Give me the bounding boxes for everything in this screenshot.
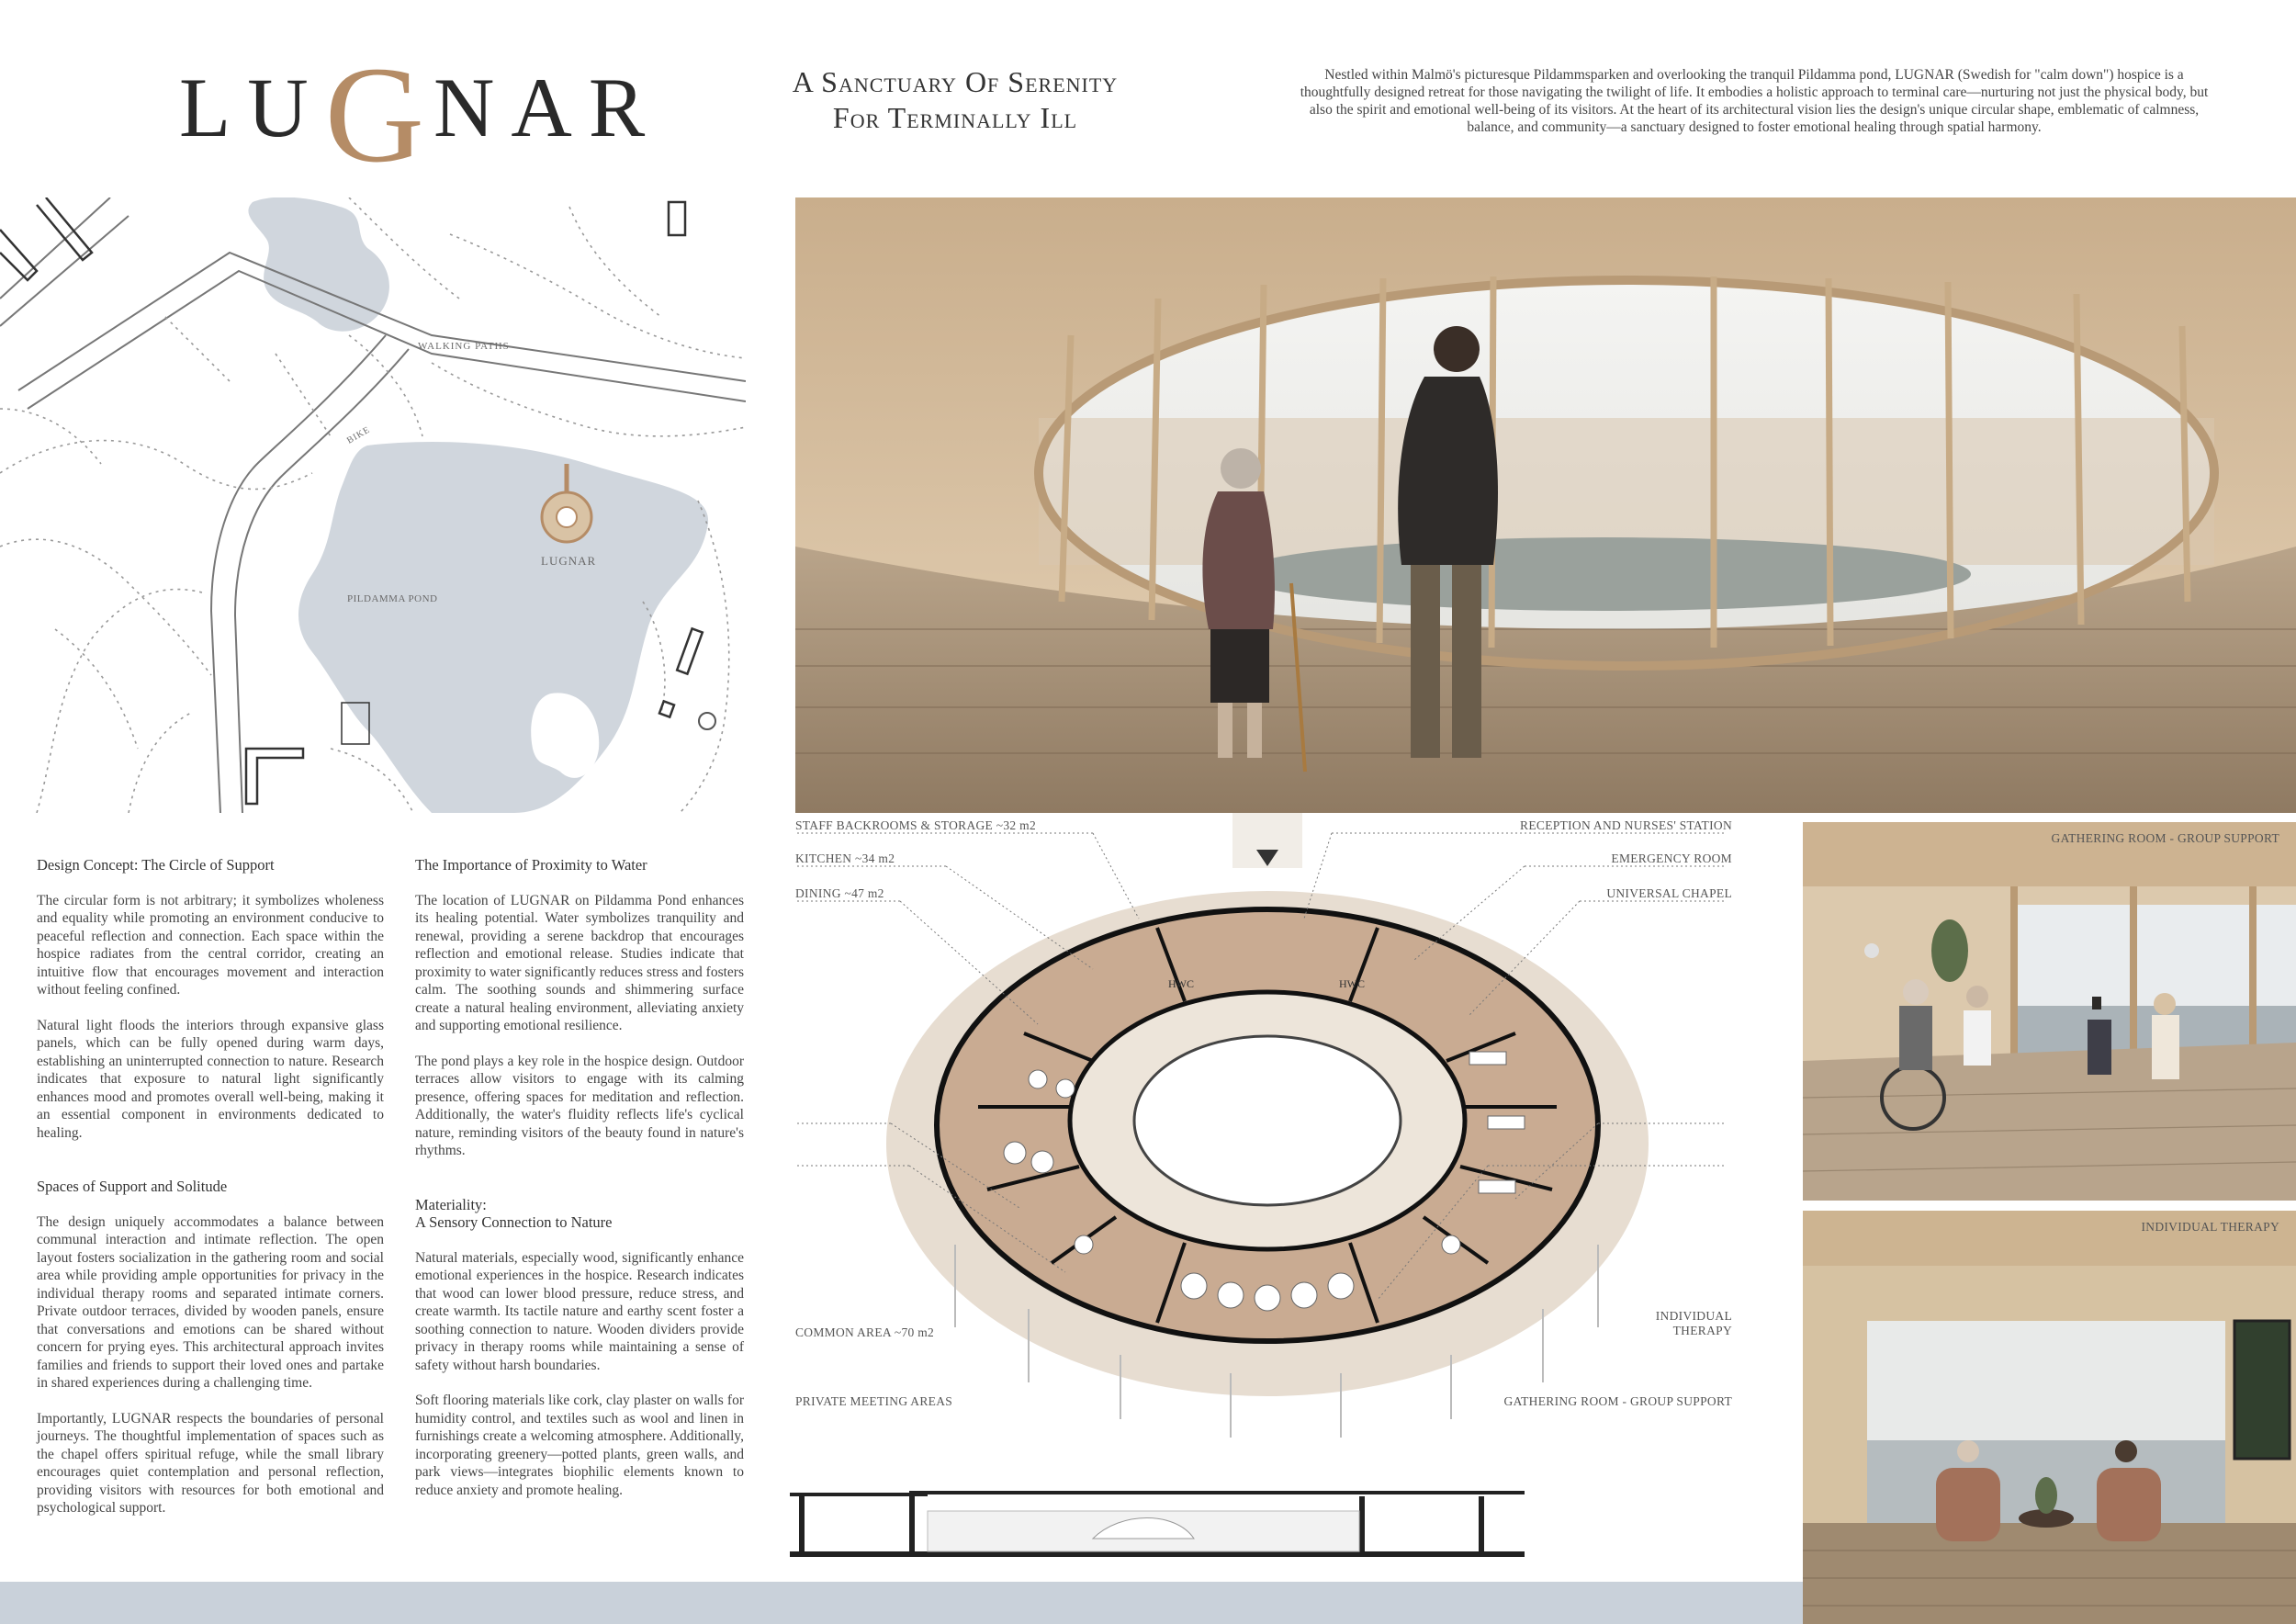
plan-label-reception: RECEPTION AND NURSES' STATION <box>1520 818 1732 832</box>
gathering-room-render <box>1803 822 2296 1201</box>
small-pond <box>248 197 388 332</box>
hero-render <box>795 197 2296 813</box>
materiality-title <box>415 1196 744 1232</box>
materiality-p2: Soft flooring materials like cork, clay plaster on walls for humidity control, and textiles such as wool and linen in furnishings create a welcoming atmosphere. Additionally, incorporating greenery—potted plants, green walls, and park views—integrates biophilic elements known to reduce anxiety and promote healing. <box>415 1393 744 1498</box>
logo-text-accent: G <box>324 39 433 191</box>
armchair-right <box>2097 1468 2161 1541</box>
tagline-line-1: A Sanctuary Of Serenity <box>792 65 1119 98</box>
axonometric-plan <box>790 813 1736 1585</box>
gathering-room-caption: GATHERING ROOM - GROUP SUPPORT <box>2051 831 2279 845</box>
water-p1: The location of LUGNAR on Pildamma Pond enhances its healing potential. Water symbolizes tranquility and renewal, providing a serene backdrop that encourages reflection and emotional release. Studies indicate that proximity to water significantly reduces stress and fosters calm. The soothing sounds and shimmering surface create a natural healing environment, alleviating anxiety and supporting emotional resilience. <box>415 892 744 1033</box>
logo-text-right: NAR <box>433 61 662 154</box>
tagline-line-2: For Terminally Ill <box>832 101 1078 134</box>
plan-label-kitchen: KITCHEN ~34 m2 <box>795 851 895 865</box>
plan-drawing <box>790 813 1736 1585</box>
building-section <box>790 1491 1525 1557</box>
plan-label-staff: STAFF BACKROOMS & STORAGE ~32 m2 <box>795 818 1036 832</box>
armchair-left <box>1936 1468 2000 1541</box>
materiality-title-line-1: Materiality: <box>415 1195 487 1213</box>
spaces-p1: The design uniquely accommodates a balance between communal interaction and intimate reflection. The open layout fosters socialization in the gathering room and social area while providing ample opportunities for privacy in the individual therapy rooms and separated intimate corners. Private outdoor terraces, divided by wooden panels, ensure that conversations and emotions can be shared without concern for prying eyes. This architectural approach invites families and friends to support their loved ones and partake in shared experiences during a challenging time. <box>37 1213 384 1391</box>
plan-label-emergency: EMERGENCY ROOM <box>1611 851 1732 865</box>
therapy-room-caption: INDIVIDUAL THERAPY <box>2141 1220 2279 1234</box>
plan-label-common: COMMON AREA ~70 m2 <box>795 1325 935 1339</box>
site-map-drawing <box>0 197 746 813</box>
logo <box>179 39 662 191</box>
hwc-right-label: HWC <box>1339 977 1365 990</box>
plan-label-individual-therapy <box>1656 1309 1732 1338</box>
map-label-walking-paths: WALKING PATHS <box>418 341 510 352</box>
plan-label-private-meeting: PRIVATE MEETING AREAS <box>795 1394 953 1408</box>
hwc-left-label: HWC <box>1168 977 1194 990</box>
footer-band <box>0 1582 1803 1624</box>
materiality-p1: Natural materials, especially wood, significantly enhance emotional experiences in the hospice. Research indicates that wood can lower blood pressure, reduce stress, and create warmth. Its tactile nature and earthy scent foster a soothing connection to nature. Wooden dividers provide privacy in therapy rooms while maintaining a sense of safety without harsh boundaries. <box>415 1249 744 1373</box>
spaces-title: Spaces of Support and Solitude <box>37 1178 228 1195</box>
plan-label-gathering: GATHERING ROOM - GROUP SUPPORT <box>1503 1394 1732 1408</box>
materiality-title-line-2: A Sensory Connection to Nature <box>415 1213 613 1231</box>
intro-paragraph: Nestled within Malmö's picturesque Pildammsparken and overlooking the tranquil Pildamma pond, LUGNAR (Swedish for "calm down") hospice is a thoughtfully designed retreat for those navigating the twilight of life. It embodies a holistic approach to terminal care—nurturing not just the physical body, but also the spirit and emotional well-being of its visitors. At the heart of its architectural vision lies the design's unique circular shape, emblematic of calmness, balance, and community—a sanctuary designed to foster emotional healing through spatial harmony. <box>1300 67 2209 135</box>
spaces-p2: Importantly, LUGNAR respects the boundaries of personal journeys. The thoughtful implementation of spaces such as the chapel offers spiritual refuge, while the small library encourages quiet contemplation and personal reflection, providing visitors with resources for both emotional and psychological support. <box>37 1410 384 1516</box>
map-label-bike: BIKE <box>345 424 373 446</box>
map-label-pond: PILDAMMA POND <box>347 593 438 604</box>
therapy-room-photo <box>1803 1211 2296 1624</box>
logo-text-left: LU <box>179 61 325 154</box>
plan-label-chapel: UNIVERSAL CHAPEL <box>1606 886 1732 900</box>
gathering-room-photo <box>1803 822 2296 1201</box>
plan-label-individual-therapy-line-2: THERAPY <box>1672 1324 1732 1337</box>
plan-label-dining: DINING ~47 m2 <box>795 886 884 900</box>
therapy-room-render <box>1803 1211 2296 1624</box>
text-column-left <box>37 856 384 1535</box>
tagline <box>771 64 1139 136</box>
text-column-middle <box>415 856 744 1517</box>
main-pond <box>298 442 708 813</box>
courtyard-render <box>795 197 2296 813</box>
map-label-site: LUGNAR <box>541 554 597 568</box>
design-concept-p1: The circular form is not arbitrary; it symbolizes wholeness and equality while promoting an environment conducive to peaceful reflection and connection. Each space within the hospice radiates from the central corridor, creating an intuitive flow that encourages movement and interaction without feeling confined. <box>37 892 384 998</box>
design-concept-p2: Natural light floods the interiors through expansive glass panels, which can be fully opened during warm days, establishing an uninterrupted connection to nature. Research indicates that exposure to natural light significantly enhances mood and promotes overall well-being, making it an essential component in environments dedicated to healing. <box>37 1017 384 1141</box>
site-map <box>0 197 746 813</box>
water-title: The Importance of Proximity to Water <box>415 856 647 874</box>
water-p2: The pond plays a key role in the hospice design. Outdoor terraces allow visitors to engage with its calming presence, offering spaces for meditation and reflection. Additionally, the water's fluidity reflects life's cyclical nature, reminding visitors of the beauty found in nature's rhythms. <box>415 1053 744 1158</box>
plan-label-individual-therapy-line-1: INDIVIDUAL <box>1655 1309 1732 1323</box>
design-concept-title: Design Concept: The Circle of Support <box>37 856 275 874</box>
